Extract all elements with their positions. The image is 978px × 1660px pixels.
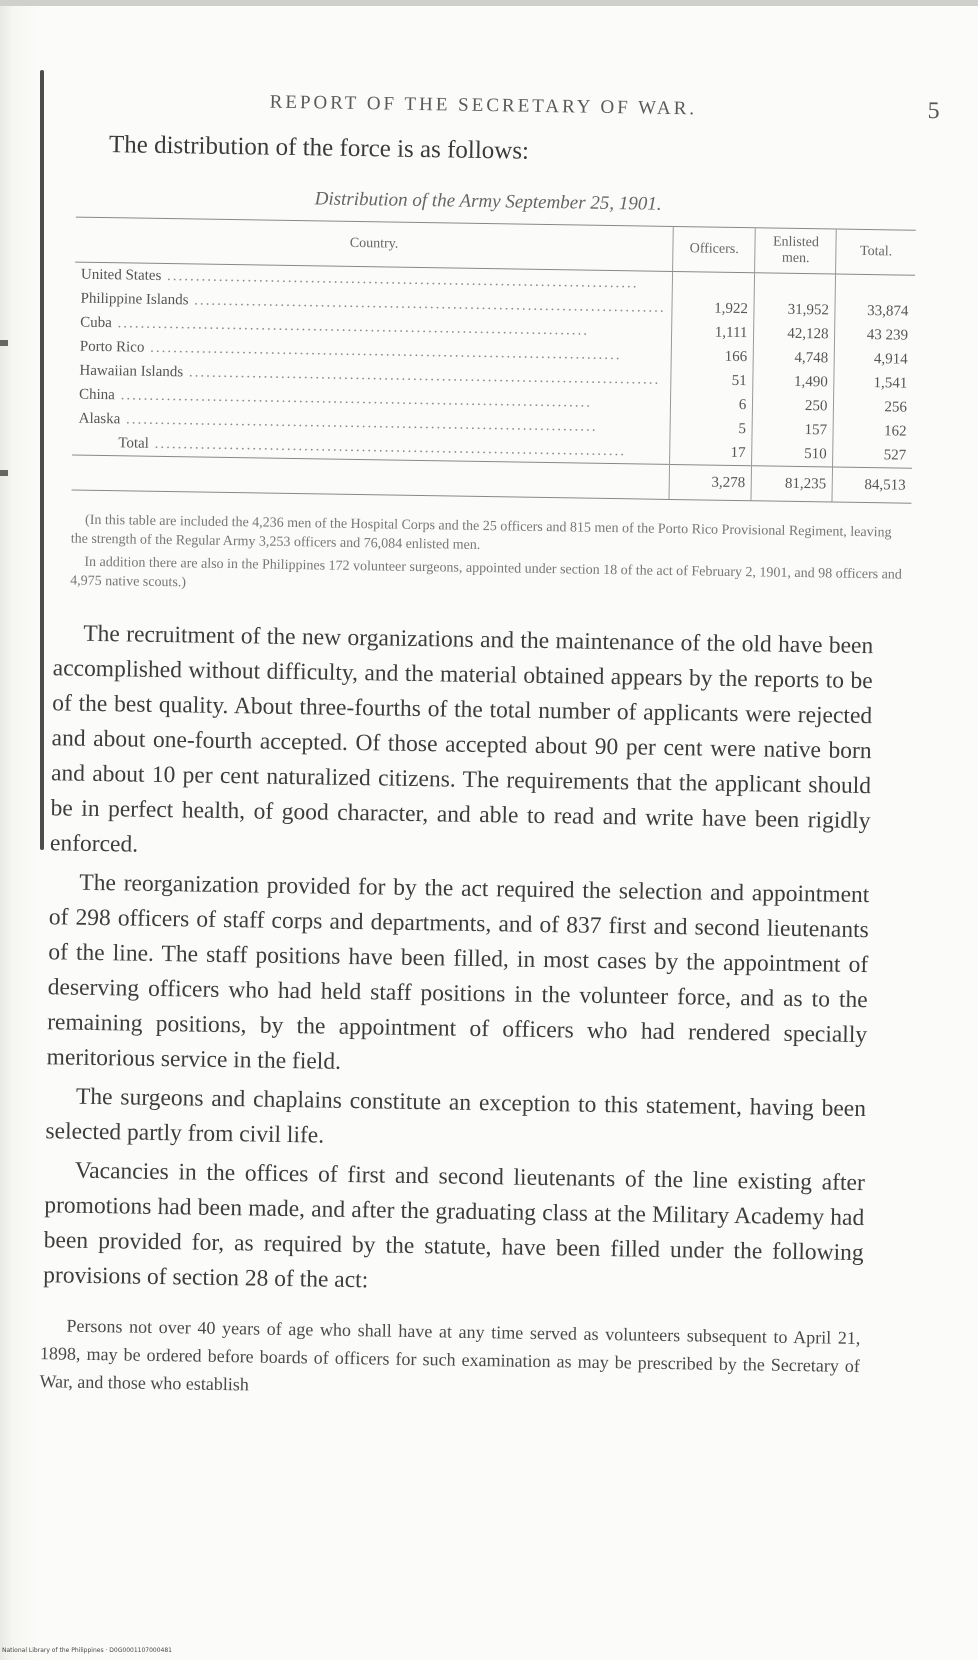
table-row: Philippine Islands .................................................................................. 1,922 31,952 33,874 (74, 287, 914, 324)
country-name: Alaska (78, 410, 121, 427)
country-name: Philippine Islands (80, 290, 189, 308)
distribution-table (72, 217, 916, 504)
table-caption: Distribution of the Army September 25, 1901. (314, 188, 662, 215)
country-name: Cuba (80, 314, 112, 331)
total-sum: 84,513 (832, 467, 912, 503)
page-number: 5 (927, 97, 940, 125)
total-cell: 256 (834, 395, 913, 420)
page-content (19, 80, 940, 1409)
enlisted-cell: 42,128 (754, 321, 835, 346)
body-paragraph: Vacancies in the offices of first and second lieutenants of the line existing after promotions had been made, and after the graduating class at the Military Academy had been provided for, as required by the statute, have been filled under the following provisions of section 28 of the act: (43, 1157, 865, 1294)
column-header-enlisted: Enlisted men. (755, 228, 837, 274)
column-header-officers: Officers. (673, 226, 756, 272)
table-note: In addition there are also in the Philippines 172 volunteer surgeons, appointed under section 18 of the act of February 2, 1901, and 98 officers and 4,975 native scouts.) (70, 554, 902, 591)
running-head (39, 80, 940, 138)
table-row: United States .................................................................................. (75, 262, 915, 300)
officers-cell: 1,111 (672, 320, 755, 345)
officers-cell: 17 (670, 440, 753, 466)
table-note: (In this table are included the 4,236 men of the Hospital Corps and the 25 officers and 815 men of the Porto Rico Provisional Regiment, leaving the strength of the Regular Army 3,253 officers and 76,084 enlisted men. (70, 512, 892, 553)
officers-sum: 3,278 (669, 464, 752, 500)
page-top-edge (0, 0, 978, 6)
country-name: Total (118, 434, 150, 452)
body-paragraph: The surgeons and chaplains constitute an exception to this statement, having been selected partly from civil life. (45, 1083, 867, 1149)
column-header-country: Country. (75, 217, 673, 271)
enlisted-sum: 81,235 (751, 466, 833, 502)
margin-mark (0, 470, 8, 476)
officers-cell: 6 (670, 392, 753, 417)
body-paragraph: The reorganization provided for by the act required the selection and appointment of 298 officers of staff corps and departments, and of 837 first and second lieutenants of the line. The staff positions have been filled, in most cases by the appointment of deserving officers who had held staff positions in the volunteer force, and as to the remaining positions, by the appointment of officers who had rendered specially meritorious service in the field. (46, 869, 870, 1075)
officers-cell: 51 (671, 368, 754, 393)
total-cell: 162 (833, 419, 912, 444)
country-name: Porto Rico (79, 338, 145, 356)
country-name: China (78, 386, 116, 403)
table-row: Total .................................................................................. 17 510 527 (72, 431, 912, 469)
lead-sentence: The distribution of the force is as follows: (108, 131, 530, 165)
enlisted-cell: 157 (752, 417, 833, 442)
enlisted-cell: 510 (752, 441, 833, 467)
total-cell: 4,914 (835, 347, 914, 372)
officers-cell: 166 (671, 344, 754, 369)
body-paragraph: The recruitment of the new organizations and the maintenance of the old have been accomplished without difficulty, and the material obtained appears by the reports to be of the best quality. About three-fourths of the total number of applicants were rejected and about one-fourth accepted. Of those accepted about 90 per cent were native born and about 10 per cent naturalized citizens. The requirements that the applicant should be in perfect health, of good character, and able to read and write have been rigidly enforced. (49, 620, 874, 858)
enlisted-cell: 250 (753, 393, 834, 418)
table-row: Alaska .................................................................................. 5 157 162 (72, 407, 912, 444)
table-row: China .................................................................................. 6 250 256 (73, 383, 913, 420)
running-title: REPORT OF THE SECRETARY OF WAR. (269, 91, 698, 120)
footer-credit: National Library of the Philippines · D0G0001107000481 (2, 1647, 173, 1654)
column-header-total: Total. (836, 229, 916, 275)
table-row: Cuba .................................................................................. 1,111 42,128 43 239 (74, 311, 914, 348)
country-name: United States (80, 266, 162, 284)
enlisted-cell: 31,952 (754, 297, 835, 322)
officers-cell: 1,922 (672, 296, 755, 321)
enlisted-cell (755, 273, 836, 299)
officers-cell (672, 271, 755, 297)
officers-cell: 5 (670, 416, 753, 441)
table-row: Hawaiian Islands .................................................................................. 51 1,490 1,541 (73, 359, 913, 396)
total-cell: 33,874 (835, 299, 914, 324)
total-cell: 527 (833, 443, 912, 469)
total-cell: 1,541 (834, 371, 913, 396)
margin-mark (0, 340, 8, 346)
country-name: Hawaiian Islands (79, 362, 184, 380)
statute-quote: Persons not over 40 years of age who shall have at any time served as volunteers subsequent to April 21, 1898, may be ordered before boards of officers for such examination as may be prescribed by the Secretary of War, and those who establish (39, 1315, 861, 1395)
enlisted-cell: 4,748 (753, 345, 834, 370)
total-cell: 43 239 (835, 323, 914, 348)
total-cell (836, 274, 915, 300)
table-row: Porto Rico .................................................................................. 166 4,748 4,914 (74, 335, 914, 372)
enlisted-cell: 1,490 (753, 369, 834, 394)
